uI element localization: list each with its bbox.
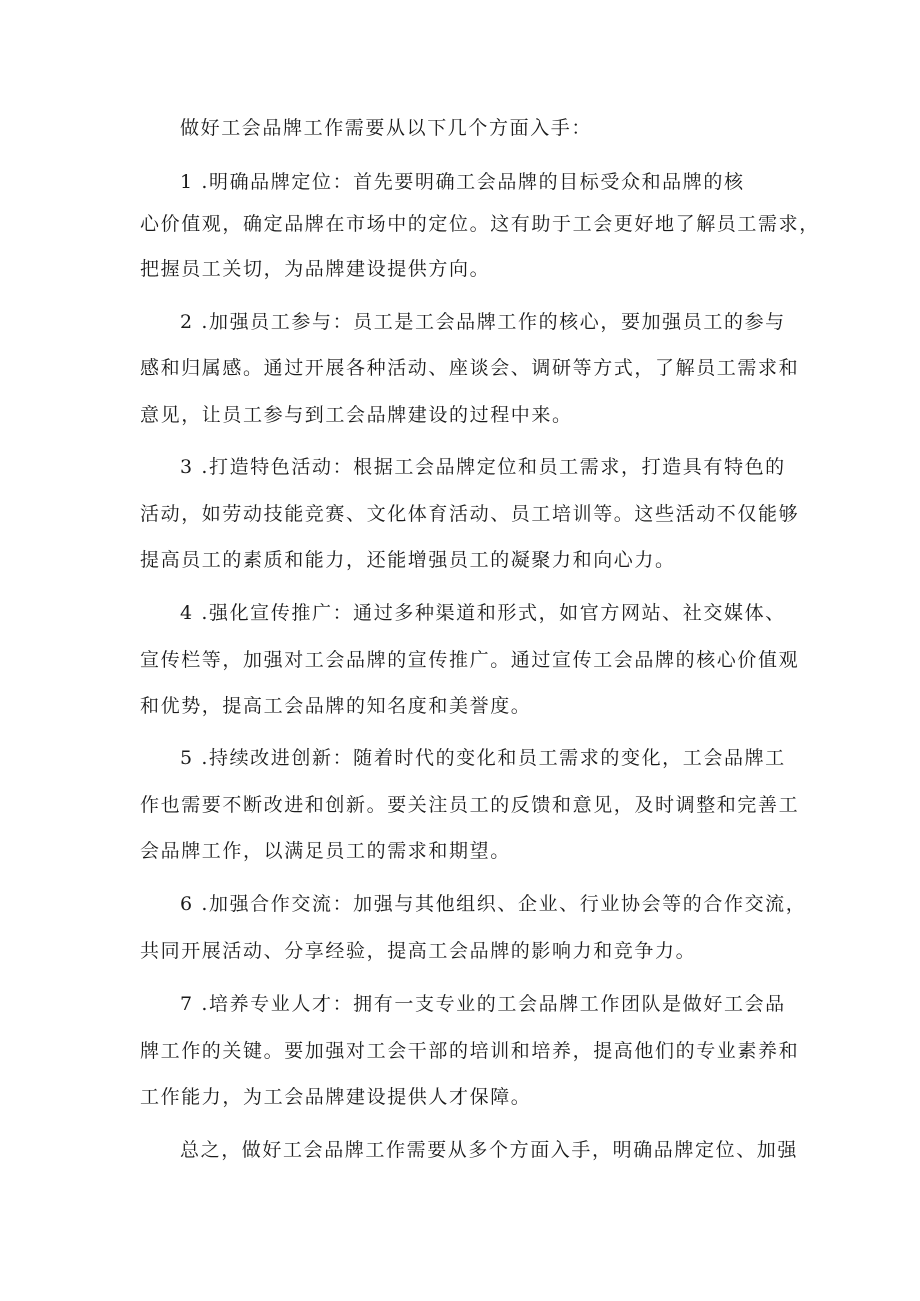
item-1-line-1: 1 .明确品牌定位：首先要明确工会品牌的目标受众和品牌的核 [180,171,745,193]
item-7-line-2: 牌工作的关键。要加强对工会干部的培训和培养，提高他们的专业素养和 [140,1040,800,1062]
item-7-line-3: 工作能力，为工会品牌建设提供人才保障。 [140,1086,532,1108]
item-2-line-3: 意见，让员工参与到工会品牌建设的过程中来。 [140,404,573,426]
conclusion-line-1: 总之，做好工会品牌工作需要从多个方面入手，明确品牌定位、加强 [180,1139,799,1161]
item-4-line-2: 宣传栏等，加强对工会品牌的宣传推广。通过宣传工会品牌的核心价值观 [140,649,800,671]
intro-line: 做好工会品牌工作需要从以下几个方面入手： [180,117,593,139]
item-6-line-1: 6 .加强合作交流：加强与其他组织、企业、行业协会等的合作交流， [180,893,807,915]
item-5-line-1: 5 .持续改进创新：随着时代的变化和员工需求的变化，工会品牌工 [180,747,786,769]
item-1-line-2: 心价值观，确定品牌在市场中的定位。这有助于工会更好地了解员工需求， [140,213,820,235]
item-2-line-2: 感和归属感。通过开展各种活动、座谈会、调研等方式，了解员工需求和 [140,357,800,379]
item-5-line-2: 作也需要不断改进和创新。要关注员工的反馈和意见，及时调整和完善工 [140,794,800,816]
item-2-line-1: 2 .加强员工参与：员工是工会品牌工作的核心，要加强员工的参与 [180,311,786,333]
item-4-line-3: 和优势，提高工会品牌的知名度和美誉度。 [140,695,532,717]
item-5-line-3: 会品牌工作，以满足员工的需求和期望。 [140,840,511,862]
item-4-line-1: 4 .强化宣传推广：通过多种渠道和形式，如官方网站、社交媒体、 [180,602,786,624]
item-3-line-1: 3 .打造特色活动：根据工会品牌定位和员工需求，打造具有特色的 [180,456,786,478]
item-1-line-3: 把握员工关切，为品牌建设提供方向。 [140,258,491,280]
item-7-line-1: 7 .培养专业人才：拥有一支专业的工会品牌工作团队是做好工会品 [180,993,786,1015]
item-3-line-3: 提高员工的素质和能力，还能增强员工的凝聚力和向心力。 [140,549,676,571]
item-6-line-2: 共同开展活动、分享经验，提高工会品牌的影响力和竞争力。 [140,940,697,962]
item-3-line-2: 活动，如劳动技能竞赛、文化体育活动、员工培训等。这些活动不仅能够 [140,503,800,525]
